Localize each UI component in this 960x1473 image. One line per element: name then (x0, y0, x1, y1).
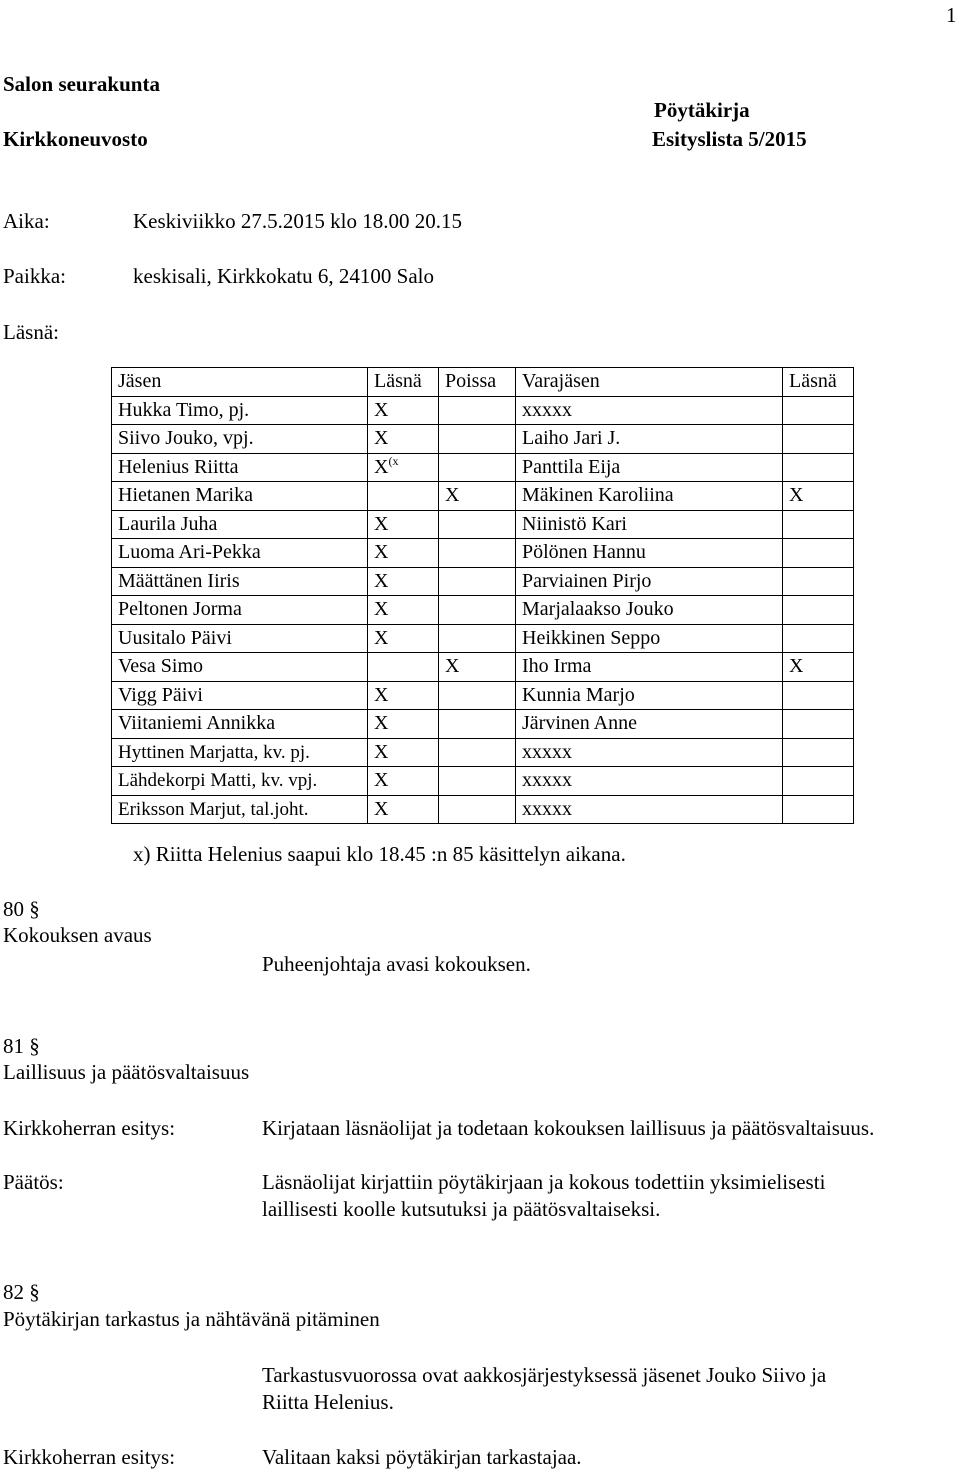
member-name: Siivo Jouko, vpj. (112, 425, 368, 454)
section-82-proposal-text: Valitaan kaksi pöytäkirjan tarkastajaa. (262, 1445, 582, 1469)
header-deputy: Varajäsen (516, 368, 783, 397)
present-mark: X (368, 795, 439, 824)
member-name: Uusitalo Päivi (112, 624, 368, 653)
table-row (112, 795, 854, 824)
deputy-present-mark (783, 596, 854, 625)
section-80-number (3, 896, 40, 922)
absent-mark: X (439, 653, 516, 682)
section-81-proposal-label: Kirkkoherran esitys: (3, 1116, 176, 1140)
deputy-present-mark (783, 767, 854, 796)
member-name: Hyttinen Marjatta, kv. pj. (112, 738, 368, 767)
present-mark: X (368, 767, 439, 796)
deputy-present-mark (783, 681, 854, 710)
absent-mark (439, 596, 516, 625)
table-row (112, 653, 854, 682)
present-label: Läsnä: (3, 320, 59, 344)
present-mark (368, 653, 439, 682)
table-row (112, 738, 854, 767)
deputy-name: Laiho Jari J. (516, 425, 783, 454)
deputy-present-mark (783, 567, 854, 596)
present-mark: X (368, 425, 439, 454)
deputy-present-mark (783, 425, 854, 454)
deputy-name: Parviainen Pirjo (516, 567, 783, 596)
deputy-present-mark: X (783, 482, 854, 511)
present-mark: X (368, 596, 439, 625)
deputy-present-mark (783, 624, 854, 653)
table-row (112, 482, 854, 511)
present-mark: X (368, 624, 439, 653)
deputy-name: Pölönen Hannu (516, 539, 783, 568)
deputy-name: Panttila Eija (516, 453, 783, 482)
section-81-decision-line-2: laillisesti koolle kutsutuksi ja päätösvaltaiseksi. (262, 1197, 661, 1221)
header-present: Läsnä (368, 368, 439, 397)
governing-body: Kirkkoneuvosto (3, 127, 148, 151)
deputy-name: Niinistö Kari (516, 510, 783, 539)
deputy-present-mark (783, 396, 854, 425)
section-80-text: Puheenjohtaja avasi kokouksen. (262, 952, 531, 976)
section-81-title: Laillisuus ja päätösvaltaisuus (3, 1060, 250, 1084)
present-mark: X (368, 539, 439, 568)
table-row (112, 396, 854, 425)
deputy-present-mark (783, 795, 854, 824)
table-header-row (112, 368, 854, 397)
section-number: 81 (3, 1034, 24, 1058)
time-value: Keskiviikko 27.5.2015 klo 18.00 20.15 (133, 209, 462, 233)
organization-name: Salon seurakunta (3, 72, 160, 96)
section-82-title: Pöytäkirjan tarkastus ja nähtävänä pitäminen (3, 1307, 380, 1331)
deputy-name: xxxxx (516, 767, 783, 796)
absent-mark (439, 624, 516, 653)
document-type: Pöytäkirja (654, 98, 750, 122)
deputy-name: Heikkinen Seppo (516, 624, 783, 653)
absent-mark (439, 453, 516, 482)
table-row (112, 425, 854, 454)
absent-mark (439, 767, 516, 796)
table-row (112, 681, 854, 710)
member-name: Määttänen Iiris (112, 567, 368, 596)
member-name: Hietanen Marika (112, 482, 368, 511)
footnote-marker: (x (388, 453, 399, 468)
section-sign-icon: § (29, 1280, 40, 1304)
table-row (112, 624, 854, 653)
absent-mark: X (439, 482, 516, 511)
table-row (112, 596, 854, 625)
member-name: Luoma Ari-Pekka (112, 539, 368, 568)
section-sign-icon: § (29, 897, 40, 921)
section-81-number (3, 1033, 40, 1059)
absent-mark (439, 738, 516, 767)
member-name: Hukka Timo, pj. (112, 396, 368, 425)
deputy-name: xxxxx (516, 795, 783, 824)
section-80-title: Kokouksen avaus (3, 923, 152, 947)
section-82-number (3, 1279, 40, 1305)
member-name: Viitaniemi Annikka (112, 710, 368, 739)
member-name: Vigg Päivi (112, 681, 368, 710)
absent-mark (439, 510, 516, 539)
section-sign-icon: § (29, 1034, 40, 1058)
section-82-proposal-label: Kirkkoherran esitys: (3, 1445, 176, 1469)
absent-mark (439, 795, 516, 824)
present-mark (368, 482, 439, 511)
time-label: Aika: (3, 209, 50, 233)
deputy-name: xxxxx (516, 738, 783, 767)
place-value: keskisali, Kirkkokatu 6, 24100 Salo (133, 264, 434, 288)
section-number: 82 (3, 1280, 24, 1304)
section-81-decision-label: Päätös: (3, 1170, 64, 1194)
absent-mark (439, 539, 516, 568)
absent-mark (439, 681, 516, 710)
section-82-info-line-2: Riitta Helenius. (262, 1390, 394, 1414)
deputy-present-mark (783, 539, 854, 568)
member-name: Eriksson Marjut, tal.joht. (112, 795, 368, 824)
section-number: 80 (3, 897, 24, 921)
deputy-name: Marjalaakso Jouko (516, 596, 783, 625)
absent-mark (439, 567, 516, 596)
present-mark: X (368, 738, 439, 767)
deputy-name: xxxxx (516, 396, 783, 425)
member-name: Helenius Riitta (112, 453, 368, 482)
table-row (112, 710, 854, 739)
deputy-name: Järvinen Anne (516, 710, 783, 739)
deputy-present-mark (783, 510, 854, 539)
table-row (112, 567, 854, 596)
header-deputy-present: Läsnä (783, 368, 854, 397)
header-absent: Poissa (439, 368, 516, 397)
deputy-present-mark (783, 710, 854, 739)
deputy-present-mark (783, 738, 854, 767)
header-member: Jäsen (112, 368, 368, 397)
attendance-footnote: x) Riitta Helenius saapui klo 18.45 :n 85 käsittelyn aikana. (133, 842, 626, 866)
deputy-present-mark: X (783, 653, 854, 682)
deputy-name: Kunnia Marjo (516, 681, 783, 710)
document-reference: Esityslista 5/2015 (652, 127, 807, 151)
member-name: Peltonen Jorma (112, 596, 368, 625)
deputy-name: Mäkinen Karoliina (516, 482, 783, 511)
section-81-decision-line-1: Läsnäolijat kirjattiin pöytäkirjaan ja kokous todettiin yksimielisesti (262, 1170, 826, 1194)
table-row (112, 767, 854, 796)
place-label: Paikka: (3, 264, 66, 288)
present-mark-cell (368, 453, 439, 482)
section-81-proposal-text: Kirjataan läsnäolijat ja todetaan kokouksen laillisuus ja päätösvaltaisuus. (262, 1116, 875, 1140)
section-82-info-line-1: Tarkastusvuorossa ovat aakkosjärjestyksessä jäsenet Jouko Siivo ja (262, 1363, 827, 1387)
page-number: 1 (946, 3, 957, 27)
present-mark: X (368, 396, 439, 425)
present-mark: X (374, 455, 389, 478)
present-mark: X (368, 681, 439, 710)
present-mark: X (368, 710, 439, 739)
table-row (112, 453, 854, 482)
absent-mark (439, 710, 516, 739)
present-mark: X (368, 567, 439, 596)
deputy-name: Iho Irma (516, 653, 783, 682)
member-name: Laurila Juha (112, 510, 368, 539)
table-row (112, 539, 854, 568)
present-mark: X (368, 510, 439, 539)
deputy-present-mark (783, 453, 854, 482)
absent-mark (439, 396, 516, 425)
member-name: Lähdekorpi Matti, kv. vpj. (112, 767, 368, 796)
table-row (112, 510, 854, 539)
absent-mark (439, 425, 516, 454)
member-name: Vesa Simo (112, 653, 368, 682)
attendance-table (111, 367, 854, 824)
